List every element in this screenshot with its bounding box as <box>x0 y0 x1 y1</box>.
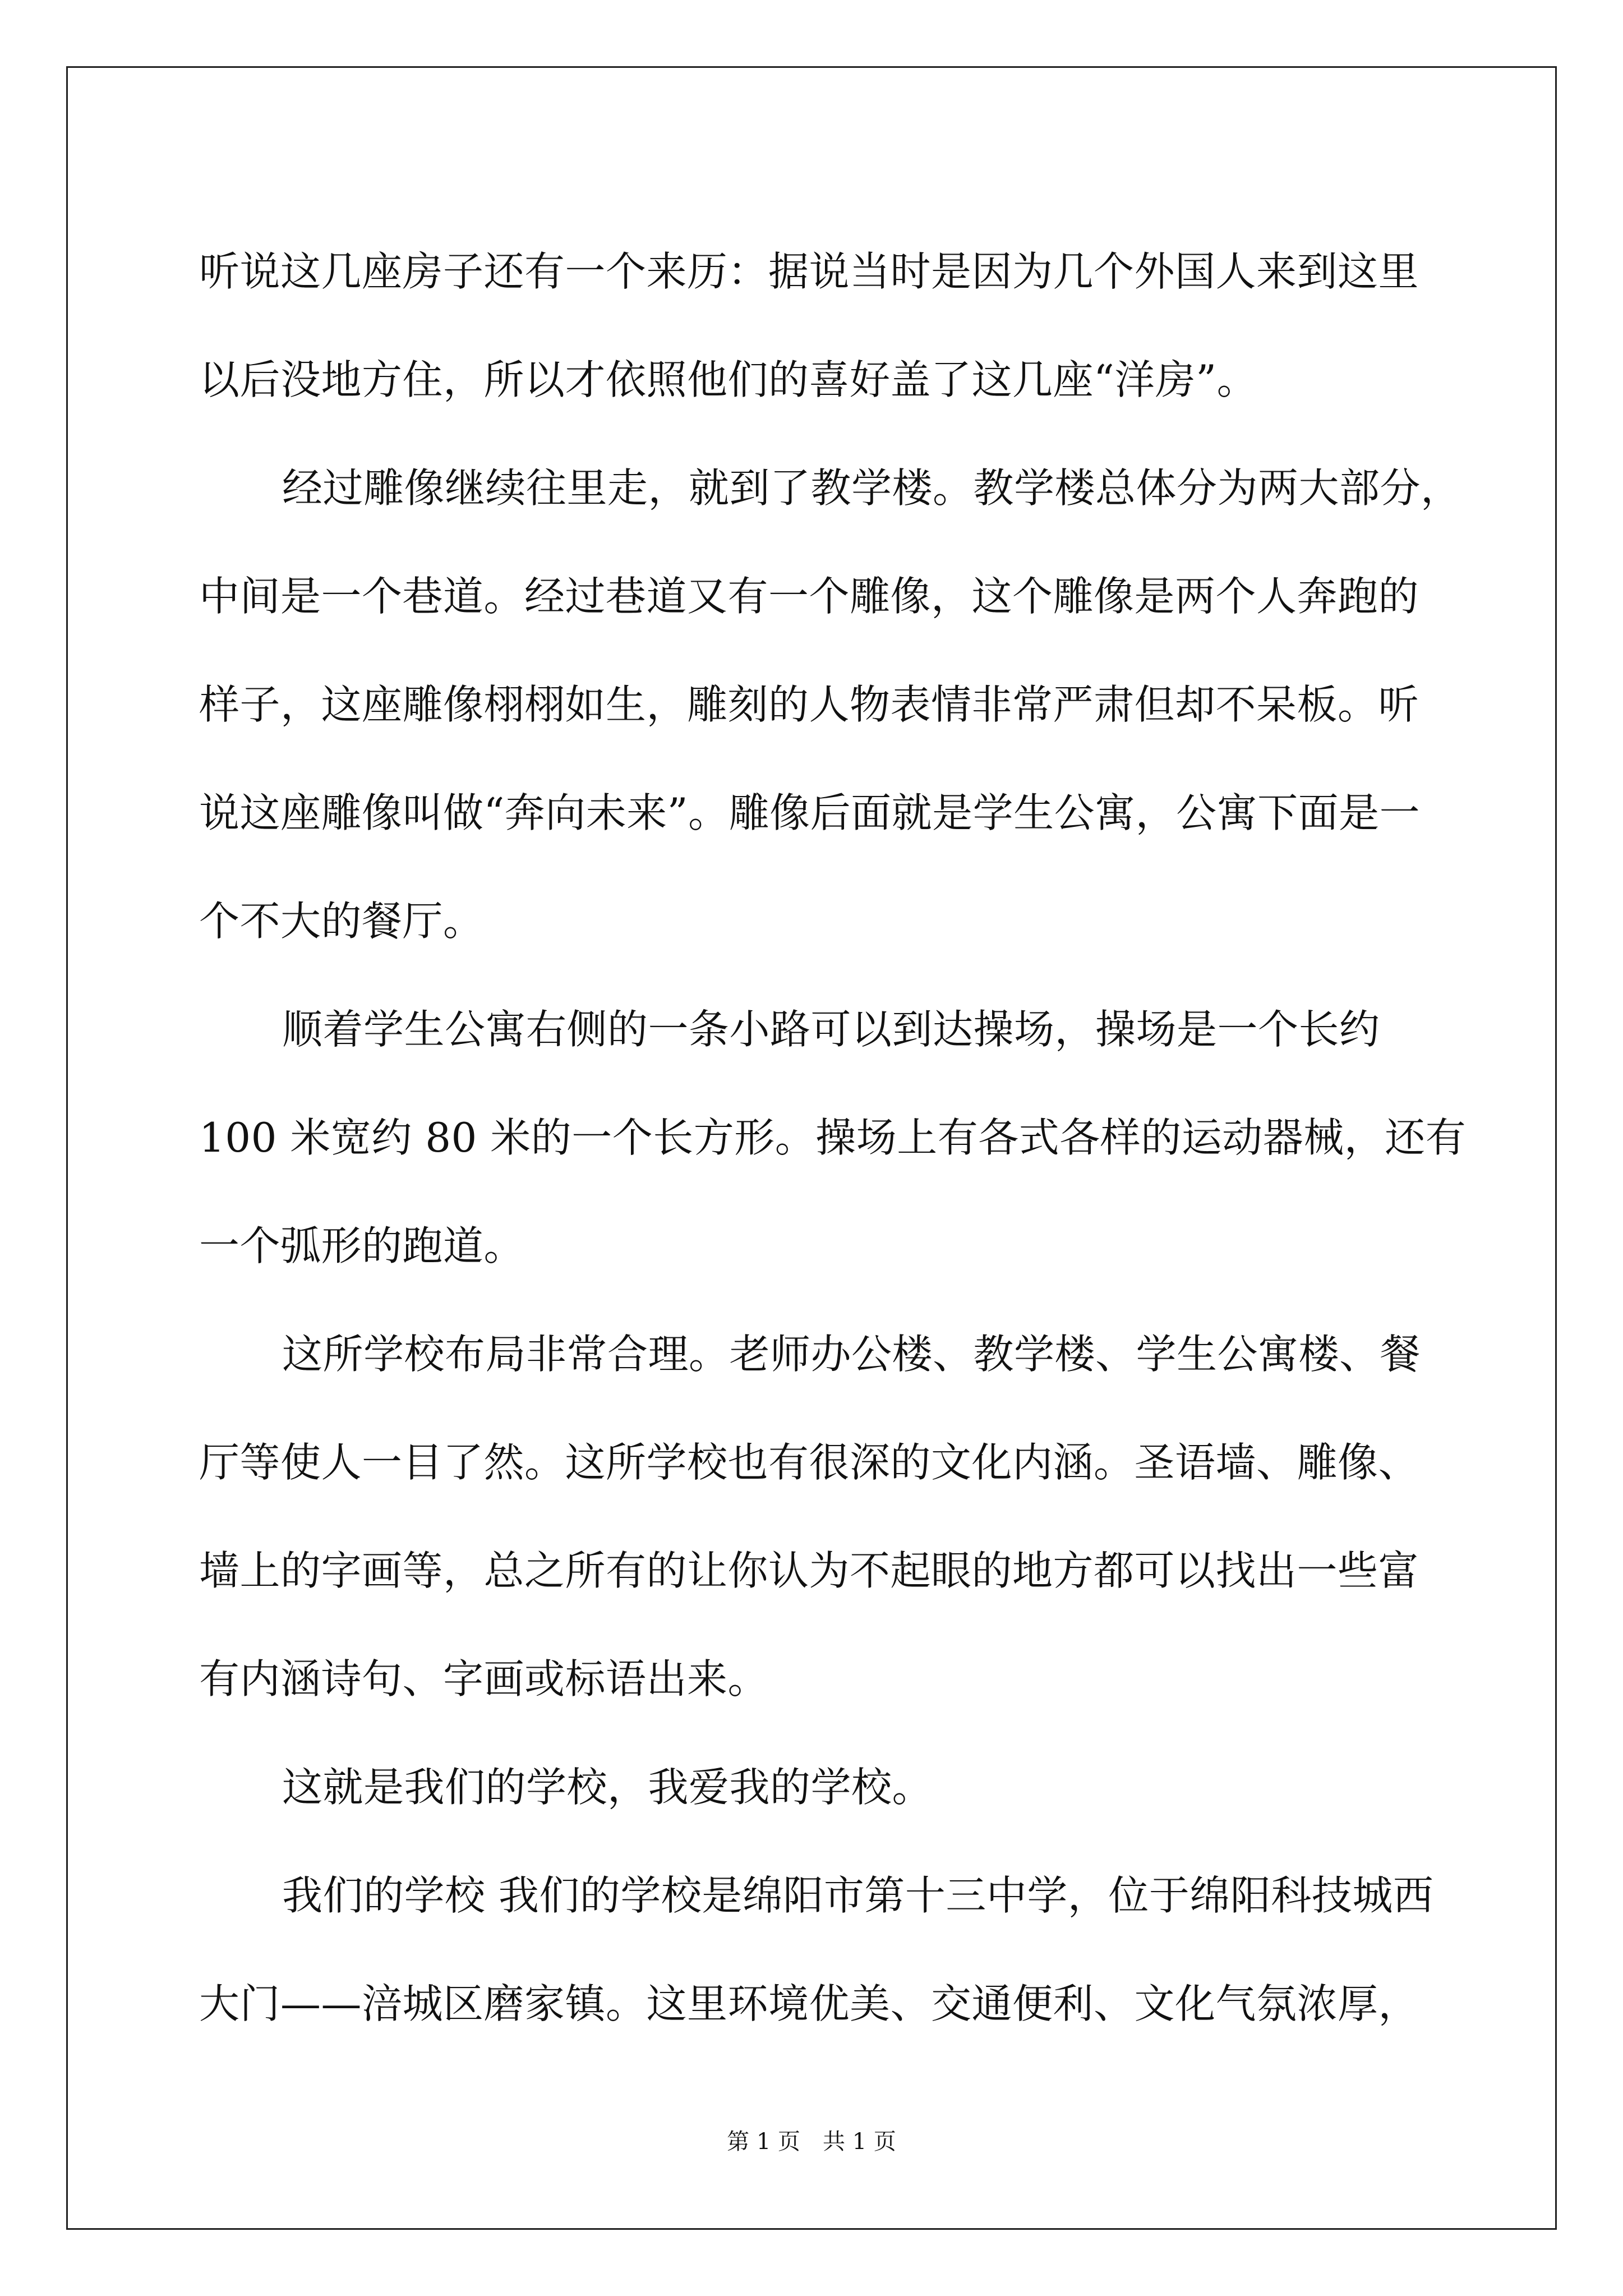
text-line: 顺着学生公寓右侧的一条小路可以到达操场，操场是一个长约 <box>282 1006 1380 1053</box>
page-footer <box>0 2126 1623 2157</box>
text-line: 有内涵诗句、字画或标语出来。 <box>199 1655 769 1703</box>
text-line: 我们的学校 我们的学校是绵阳市第十三中学，位于绵阳科技城西 <box>282 1872 1434 1919</box>
text-line: 以后没地方住，所以才依照他们的喜好盖了这几座“洋房”。 <box>199 356 1258 403</box>
text-line: 厅等使人一目了然。这所学校也有很深的文化内涵。圣语墙、雕像、 <box>199 1439 1419 1486</box>
text-line: 中间是一个巷道。经过巷道又有一个雕像，这个雕像是两个人奔跑的 <box>199 573 1419 620</box>
paragraph-6 <box>199 1842 1433 2058</box>
paragraph-2 <box>199 434 1461 976</box>
text-line: 经过雕像继续往里走，就到了教学楼。教学楼总体分为两大部分， <box>282 464 1461 512</box>
page-total: 共 1 页 <box>823 2129 896 2155</box>
text-line: 个不大的餐厅。 <box>199 898 484 945</box>
text-line: 这所学校布局非常合理。老师办公楼、教学楼、学生公寓楼、餐 <box>282 1331 1421 1378</box>
text-line: 大门——涪城区磨家镇。这里环境优美、交通便利、文化气氛浓厚， <box>199 1980 1419 2027</box>
paragraph-3 <box>199 976 1467 1300</box>
text-line: 说这座雕像叫做“奔向未来”。雕像后面就是学生公寓，公寓下面是一 <box>199 789 1421 836</box>
text-line: 这就是我们的学校，我爱我的学校。 <box>282 1764 933 1811</box>
paragraph-1 <box>199 218 1433 434</box>
text-line: 墙上的字画等，总之所有的让你认为不起眼的地方都可以找出一些富 <box>199 1547 1419 1594</box>
document-body <box>199 218 1467 2058</box>
page-number: 第 1 页 <box>727 2129 800 2155</box>
paragraph-5 <box>199 1733 1433 1842</box>
text-line: 一个弧形的跑道。 <box>199 1222 525 1269</box>
text-line: 100 米宽约 80 米的一个长方形。操场上有各式各样的运动器械，还有 <box>199 1114 1467 1161</box>
text-line: 听说这几座房子还有一个来历：据说当时是因为几个外国人来到这里 <box>199 248 1419 295</box>
text-line: 样子，这座雕像栩栩如生，雕刻的人物表情非常严肃但却不呆板。听 <box>199 681 1419 728</box>
paragraph-4 <box>199 1300 1433 1733</box>
